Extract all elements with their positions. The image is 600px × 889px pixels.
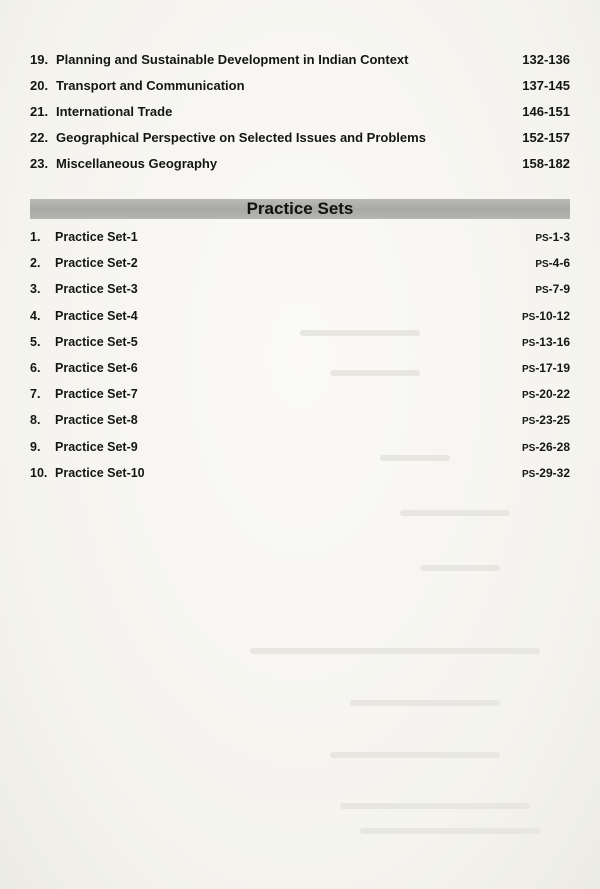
list-item	[30, 440, 570, 466]
list-item	[30, 78, 570, 104]
chapter-pages: 132-136	[522, 52, 570, 67]
section-heading-bar	[30, 199, 570, 219]
page-prefix: PS	[521, 390, 536, 402]
practice-pages	[490, 309, 570, 323]
chapter-pages: 158-182	[522, 156, 570, 171]
page-prefix: PS	[521, 442, 536, 454]
practice-pages	[490, 387, 570, 401]
list-item	[30, 361, 570, 387]
practice-number: 3.	[30, 282, 41, 297]
list-item	[30, 309, 570, 335]
practice-title: Practice Set-2	[55, 256, 138, 271]
page-prefix: PS	[521, 337, 536, 349]
page-range: -10-12	[535, 308, 570, 323]
list-item	[30, 335, 570, 361]
list-item	[30, 52, 570, 78]
list-item	[30, 256, 570, 282]
practice-number: 6.	[30, 360, 41, 375]
show-through-line	[250, 648, 540, 654]
practice-pages	[490, 466, 570, 480]
practice-title: Practice Set-5	[55, 334, 138, 349]
chapter-title: Transport and Communication	[56, 78, 245, 93]
show-through-line	[400, 510, 510, 516]
practice-pages	[490, 413, 570, 427]
list-item	[30, 104, 570, 130]
chapter-number: 19.	[30, 52, 49, 67]
page-range: -13-16	[535, 334, 570, 349]
practice-title: Practice Set-6	[55, 360, 138, 375]
show-through-line	[340, 803, 530, 809]
practice-title: Practice Set-8	[55, 413, 138, 428]
chapter-title: Miscellaneous Geography	[56, 156, 218, 171]
practice-number: 8.	[30, 413, 41, 428]
page-prefix: PS	[521, 363, 536, 375]
page-range: -1-3	[548, 230, 570, 244]
page-range: -20-22	[535, 387, 570, 402]
practice-title: Practice Set-4	[55, 308, 138, 323]
page-range: -7-9	[548, 282, 570, 297]
practice-set-list	[30, 230, 570, 492]
practice-pages	[490, 230, 570, 244]
chapter-title: Planning and Sustainable Development in Indian Context	[56, 52, 409, 67]
chapter-pages: 152-157	[522, 130, 570, 145]
page-range: -17-19	[535, 360, 570, 375]
chapter-number: 21.	[30, 104, 49, 119]
page-prefix: PS	[535, 259, 549, 271]
practice-number: 2.	[30, 256, 41, 271]
page-range: -4-6	[548, 256, 570, 271]
show-through-line	[350, 700, 500, 706]
list-item	[30, 156, 570, 182]
chapter-list	[30, 52, 570, 182]
chapter-pages: 146-151	[522, 104, 570, 119]
practice-pages	[490, 256, 570, 270]
section-heading: Practice Sets	[246, 199, 354, 218]
page-prefix: PS	[521, 468, 536, 480]
practice-pages	[490, 335, 570, 349]
page-range: -26-28	[535, 439, 570, 454]
page-prefix: PS	[535, 285, 549, 297]
page-range: -29-32	[535, 465, 570, 480]
practice-number: 9.	[30, 439, 41, 454]
list-item	[30, 282, 570, 308]
show-through-line	[420, 565, 500, 571]
chapter-title: International Trade	[56, 104, 173, 119]
chapter-pages: 137-145	[522, 78, 570, 93]
practice-title: Practice Set-3	[55, 282, 138, 297]
practice-number: 7.	[30, 387, 41, 402]
chapter-number: 22.	[30, 130, 49, 145]
page-range: -23-25	[535, 413, 570, 428]
list-item	[30, 466, 570, 492]
chapter-number: 20.	[30, 78, 49, 93]
list-item	[30, 130, 570, 156]
practice-number: 5.	[30, 334, 41, 349]
list-item	[30, 230, 570, 256]
practice-pages	[490, 282, 570, 296]
practice-number: 10.	[30, 465, 48, 480]
practice-title: Practice Set-10	[55, 465, 145, 480]
page-prefix: PS	[521, 416, 536, 428]
practice-title: Practice Set-7	[55, 387, 138, 402]
show-through-line	[360, 828, 540, 834]
practice-pages	[490, 440, 570, 454]
practice-title: Practice Set-9	[55, 439, 138, 454]
page-prefix: PS	[521, 311, 536, 323]
practice-number: 4.	[30, 308, 41, 323]
practice-pages	[490, 361, 570, 375]
practice-title: Practice Set-1	[55, 230, 138, 244]
list-item	[30, 387, 570, 413]
show-through-line	[330, 752, 500, 758]
list-item	[30, 413, 570, 439]
practice-number: 1.	[30, 230, 41, 244]
page-prefix: PS	[535, 233, 549, 244]
chapter-number: 23.	[30, 156, 49, 171]
chapter-title: Geographical Perspective on Selected Issues and Problems	[56, 130, 426, 145]
